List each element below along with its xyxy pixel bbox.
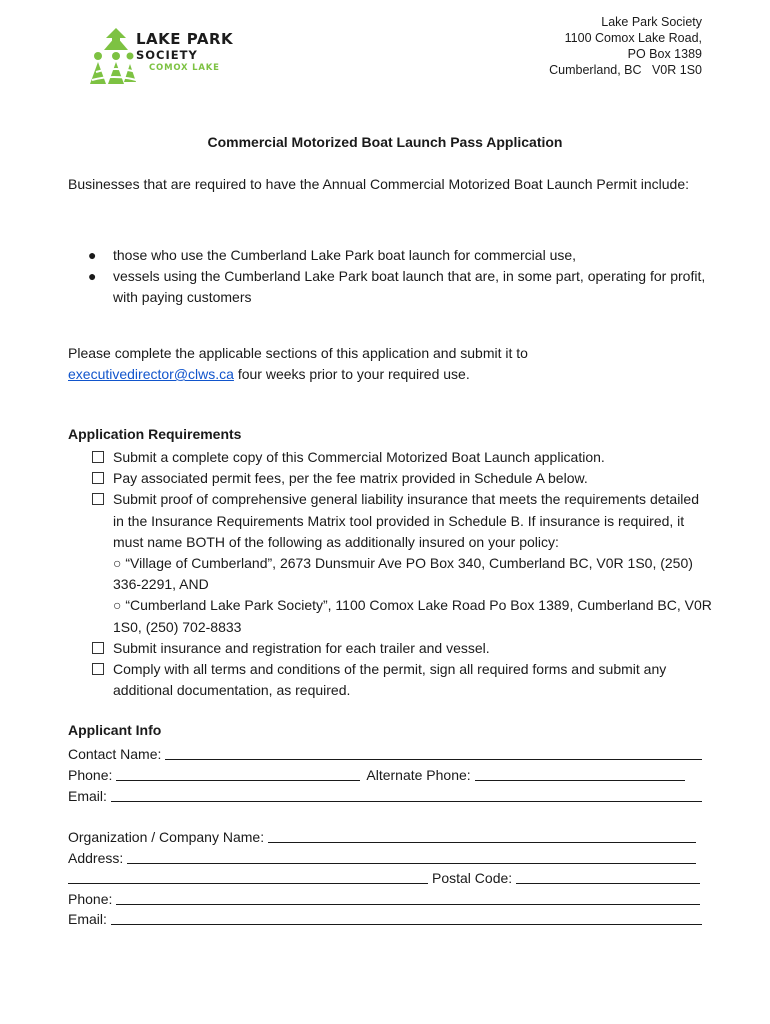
requirement-item — [92, 447, 712, 468]
requirement-text: Submit proof of comprehensive general liability insurance that meets the requirements detailed in the Insurance Requirements Matrix tool provided in Schedule B. If insurance is required, it must name BOTH of the following as additionally insured on your policy: — [113, 491, 699, 550]
phone-label: Phone: — [68, 767, 113, 783]
address-line: Cumberland, BC V0R 1S0 — [549, 63, 702, 77]
address-line: 1100 Comox Lake Road, — [564, 31, 702, 45]
society-address — [549, 14, 702, 78]
organization-name-field[interactable] — [268, 826, 696, 843]
logo-title: LAKE PARK — [136, 30, 234, 48]
requirement-text: Submit insurance and registration for each trailer and vessel. — [113, 639, 490, 656]
requirements-heading: Application Requirements — [68, 426, 242, 442]
requirement-checkbox[interactable] — [92, 451, 104, 463]
requirement-item — [92, 638, 712, 659]
permit-criteria-list — [88, 245, 708, 308]
intro-paragraph: Businesses that are required to have the Annual Commercial Motorized Boat Launch Permit include: — [68, 176, 690, 192]
address-row — [68, 845, 696, 866]
requirement-checkbox[interactable] — [92, 642, 104, 654]
alternate-phone-label: Alternate Phone: — [366, 767, 471, 783]
organization-email-label: Email: — [68, 911, 107, 927]
list-item: ● those who use the Cumberland Lake Park boat launch for commercial use, — [88, 247, 577, 263]
submit-text: Please complete the applicable sections of this application and submit it to — [68, 345, 528, 361]
organization-email-row — [68, 906, 702, 927]
insured-party-society: ○ “Cumberland Lake Park Society”, 1100 Comox Lake Road Po Box 1389, Cumberland BC, V0R 1S0, (250) 702-8833 — [113, 597, 712, 635]
address-field[interactable] — [127, 847, 696, 864]
submit-text-after: four weeks prior to your required use. — [233, 366, 470, 382]
logo-subtitle: SOCIETY — [136, 48, 198, 62]
contact-name-row — [68, 741, 702, 762]
postal-code-label: Postal Code: — [432, 870, 513, 886]
requirement-text: Submit a complete copy of this Commercial Motorized Boat Launch application. — [113, 449, 605, 465]
alternate-phone-field[interactable] — [475, 764, 685, 781]
organization-email-field[interactable] — [111, 908, 702, 925]
requirement-text: Pay associated permit fees, per the fee matrix provided in Schedule A below. — [113, 470, 588, 487]
phone-row — [68, 762, 702, 783]
tree-people-logo-icon — [86, 26, 138, 86]
requirement-checkbox[interactable] — [92, 472, 104, 484]
requirement-text: Comply with all terms and conditions of the permit, sign all required forms and submit any additional documentation, as required. — [113, 661, 667, 699]
lake-park-society-logo — [86, 26, 246, 86]
contact-name-field[interactable] — [165, 743, 702, 760]
requirement-checkbox[interactable] — [92, 493, 104, 505]
address-line: Lake Park Society — [601, 15, 702, 29]
postal-code-field[interactable] — [516, 867, 700, 884]
bullet-text: those who use the Cumberland Lake Park boat launch for commercial use, — [113, 247, 577, 263]
applicant-info-heading: Applicant Info — [68, 722, 162, 738]
organization-name-label: Organization / Company Name: — [68, 829, 265, 845]
email-field[interactable] — [111, 785, 702, 802]
phone-field[interactable] — [116, 764, 360, 781]
logo-location: COMOX LAKE — [149, 63, 220, 73]
postal-code-row — [68, 865, 700, 886]
organization-name-row — [68, 824, 696, 845]
requirements-checklist — [92, 447, 712, 701]
requirement-checkbox[interactable] — [92, 663, 104, 675]
organization-phone-label: Phone: — [68, 891, 113, 907]
requirement-item — [92, 659, 712, 701]
submit-email-link[interactable]: executivedirector@clws.ca — [68, 366, 234, 382]
document-title: Commercial Motorized Boat Launch Pass Application — [207, 134, 563, 150]
list-item: ● vessels using the Cumberland Lake Park boat launch that are, in some part, operating for profit, with paying customers — [88, 268, 706, 305]
bullet-text: vessels using the Cumberland Lake Park boat launch that are, in some part, operating for profit, with paying customers — [113, 268, 706, 305]
insured-party-village: ○ “Village of Cumberland”, 2673 Dunsmuir Ave PO Box 340, Cumberland BC, V0R 1S0, (250) 336-2291, AND — [113, 555, 693, 593]
contact-name-label: Contact Name: — [68, 746, 162, 762]
address-line-2-field[interactable] — [68, 867, 428, 884]
email-label: Email: — [68, 788, 107, 804]
email-row — [68, 783, 702, 804]
requirement-item — [92, 468, 712, 489]
address-line: PO Box 1389 — [627, 47, 702, 61]
organization-phone-field[interactable] — [116, 888, 700, 905]
address-label: Address: — [68, 850, 124, 866]
requirement-item — [92, 489, 712, 637]
organization-phone-row — [68, 886, 700, 907]
submit-paragraph — [68, 343, 708, 385]
